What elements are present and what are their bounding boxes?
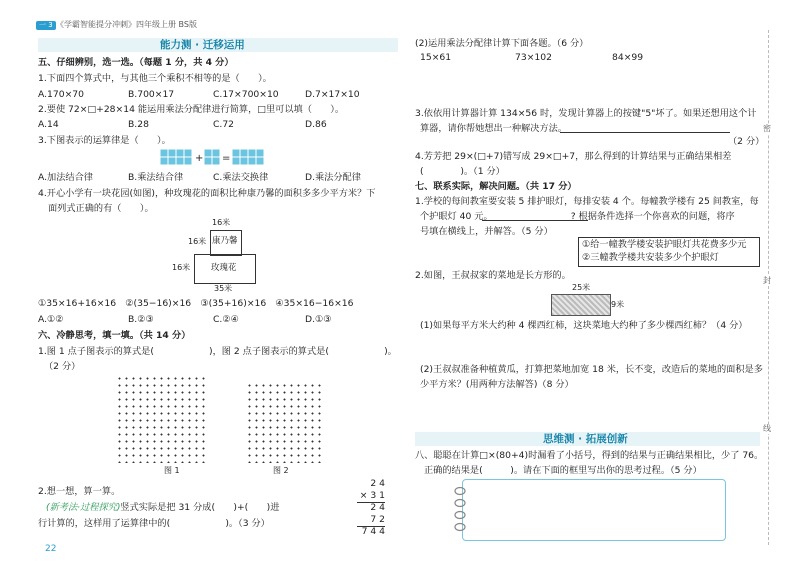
s7-q2-1: (1)如果每平方米大约种 4 棵西红柿，这块菜地大约种了多少棵西红柿？（4 分） bbox=[420, 320, 748, 331]
s6-q2-line2: 行计算的，这样用了运算律中的( )。（3 分） bbox=[38, 518, 270, 529]
fig-bottom-label: 35米 bbox=[214, 284, 233, 293]
s5-q4-c: C.②④ bbox=[213, 314, 239, 325]
q3-answer-line[interactable] bbox=[560, 132, 730, 133]
r-q3-points: （2 分） bbox=[728, 136, 765, 147]
vert-row-5: 7 4 4 bbox=[361, 526, 385, 537]
s7-q1-line3: 号填在横线上，并解答。（5 分） bbox=[420, 226, 553, 237]
calc-2: 73×102 bbox=[515, 52, 552, 63]
r-q4-line2: ( )。（1 分） bbox=[420, 166, 505, 177]
s5-q4-b: B.②③ bbox=[128, 314, 154, 325]
s5-q1-b: B.700×17 bbox=[128, 89, 175, 100]
field-rect bbox=[551, 294, 611, 316]
s7-q1-line2: 个护眼灯 40 元。 ? 根据条件选择一个你喜欢的问题，将序 bbox=[420, 211, 735, 222]
choice-1: ①给一幢教学楼安装护眼灯共花费多少元 bbox=[582, 239, 747, 250]
fig-left-label-1: 16米 bbox=[188, 237, 207, 246]
vert-row-3: 2 4 bbox=[370, 502, 385, 513]
r-q2b: (2)运用乘法分配律计算下面各题。（6 分） bbox=[415, 38, 589, 49]
s6-title: 六、冷静思考，填一填。（共 14 分） bbox=[38, 330, 191, 341]
s6-q2: 2.想一想，算一算。 bbox=[38, 486, 121, 497]
s5-q4-line2: 面列式正确的有（ ）。 bbox=[48, 203, 154, 214]
band-thinking-title: 思维测 · 拓展创新 bbox=[543, 433, 628, 445]
answer-notepad[interactable] bbox=[462, 479, 726, 541]
s5-q4-options: ①35×16+16×16 ②(35−16)×16 ③(35+16)×16 ④35×16−16×16 bbox=[38, 298, 354, 309]
r-q4-line1: 4.芳芳把 29×(□+7)错写成 29×□+7，那么得到的计算结果与正确结果相差 bbox=[415, 151, 732, 162]
s5-q1-a: A.170×70 bbox=[38, 89, 84, 100]
page-number: 22 bbox=[45, 544, 57, 554]
dot-grid-2 bbox=[246, 382, 323, 463]
fig-rose-label: 玫瑰花 bbox=[211, 263, 237, 273]
margin-seal-1: 密 bbox=[763, 124, 771, 133]
fig2-caption: 图 2 bbox=[273, 466, 289, 475]
calc-1: 15×61 bbox=[420, 52, 452, 63]
s5-q3: 3.下图表示的运算律是（ ）。 bbox=[38, 135, 171, 146]
s5-title: 五、仔细辨别，选一选。（每题 1 分，共 4 分） bbox=[38, 57, 234, 68]
q3-plus-sign: + bbox=[195, 153, 204, 164]
s5-q1: 1.下面四个算式中，与其他三个乘积不相等的是（ ）。 bbox=[38, 73, 272, 84]
s7-q1-line1: 1.学校的每间教室要安装 5 排护眼灯，每排安装 4 个。每幢教学楼有 25 间教室，每 bbox=[415, 196, 759, 207]
margin-seal-2: 封 bbox=[763, 276, 771, 285]
vert-row-1: 2 4 bbox=[370, 478, 385, 489]
band-ability bbox=[38, 38, 398, 52]
s5-q2-c: C.72 bbox=[213, 119, 235, 130]
new-method-tag: (新考法·过程探究) bbox=[46, 502, 121, 513]
r-q3-line2: 算器，请你帮她想出一种解决方法。 bbox=[420, 123, 567, 134]
s8-line2: 正确的结果是( )。请在下面的框里写出你的思考过程。（5 分） bbox=[424, 465, 702, 476]
band-ability-title: 能力测 · 迁移运用 bbox=[160, 39, 245, 51]
field-width-label: 25米 bbox=[572, 283, 591, 292]
s5-q4-line1: 4.开心小学有一块花园(如图)，种玫瑰花的面积比种康乃馨的面积多多少平方米？下 bbox=[38, 188, 376, 199]
fig-top-label: 16米 bbox=[212, 218, 231, 227]
s5-q2: 2.要使 72×□+28×14 能运用乘法分配律进行简算，□里可以填（ ）。 bbox=[38, 104, 345, 115]
vert-row-2: × 3 1 bbox=[359, 490, 385, 501]
dot-grid-1 bbox=[116, 375, 207, 463]
r-q3-line1: 3.依依用计算器计算 134×56 时，发现计算器上的按键"5"坏了。如果还想用这个计 bbox=[415, 108, 757, 119]
s5-q3-d: D.乘法分配律 bbox=[305, 172, 361, 183]
s5-q1-d: D.7×17×10 bbox=[305, 89, 360, 100]
s5-q3-b: B.乘法结合律 bbox=[128, 172, 184, 183]
s7-title: 七、联系实际，解决问题。（共 17 分） bbox=[415, 181, 577, 192]
q3-equals-sign: = bbox=[222, 153, 231, 164]
header-tag: 一 3 bbox=[36, 21, 56, 30]
vert-row-4: 7 2 bbox=[370, 514, 385, 525]
s6-q2-line1 bbox=[46, 502, 279, 514]
s6-q1: 1.图 1 点子图表示的算式是( )，图 2 点子图表示的算式是( )。 bbox=[38, 346, 397, 357]
fig-left-label-2: 16米 bbox=[172, 263, 191, 272]
calc-3: 84×99 bbox=[612, 52, 644, 63]
s5-q4-a: A.①② bbox=[38, 314, 64, 325]
s5-q1-c: C.17×700×10 bbox=[213, 89, 279, 100]
s6-q2-line1-text: 竖式实际是把 31 分成( )+( )进 bbox=[120, 502, 280, 513]
spiral-binding bbox=[452, 484, 468, 536]
band-thinking bbox=[415, 432, 760, 446]
s5-q2-d: D.86 bbox=[305, 119, 327, 130]
field-height-label: 9米 bbox=[611, 300, 625, 309]
choice-2: ②三幢教学楼共安装多少个护眼灯 bbox=[582, 252, 719, 263]
margin-seal-3: 线 bbox=[763, 424, 771, 433]
q3-grid-figure bbox=[160, 148, 270, 166]
s7-q2: 2.如图，王叔叔家的菜地是长方形的。 bbox=[415, 270, 571, 281]
header-title: 《学霸智能提分冲刺》四年级上册 BS版 bbox=[56, 20, 197, 29]
s7-q2-2-line1: (2)王叔叔准备种植黄瓜，打算把菜地加宽 18 米，长不变，改造后的菜地的面积是多 bbox=[420, 364, 763, 375]
s5-q4-d: D.①③ bbox=[305, 314, 332, 325]
q1-answer-line[interactable] bbox=[482, 220, 588, 221]
s5-q3-c: C.乘法交换律 bbox=[213, 172, 269, 183]
fig1-caption: 图 1 bbox=[164, 466, 180, 475]
s5-q3-a: A.加法结合律 bbox=[38, 172, 93, 183]
s8-line1: 八、聪聪在计算□×(80+4)时漏看了小括号，得到的结果与正确结果相比，少了 76。 bbox=[415, 450, 764, 461]
fig-carnation-label: 康乃馨 bbox=[212, 236, 238, 246]
s5-q2-b: B.28 bbox=[128, 119, 149, 130]
s5-q2-a: A.14 bbox=[38, 119, 59, 130]
s7-q2-2-line2: 少平方米？(用两种方法解答)（8 分） bbox=[420, 379, 574, 390]
s6-q1-points: （2 分） bbox=[44, 361, 81, 372]
binding-line bbox=[768, 30, 769, 545]
